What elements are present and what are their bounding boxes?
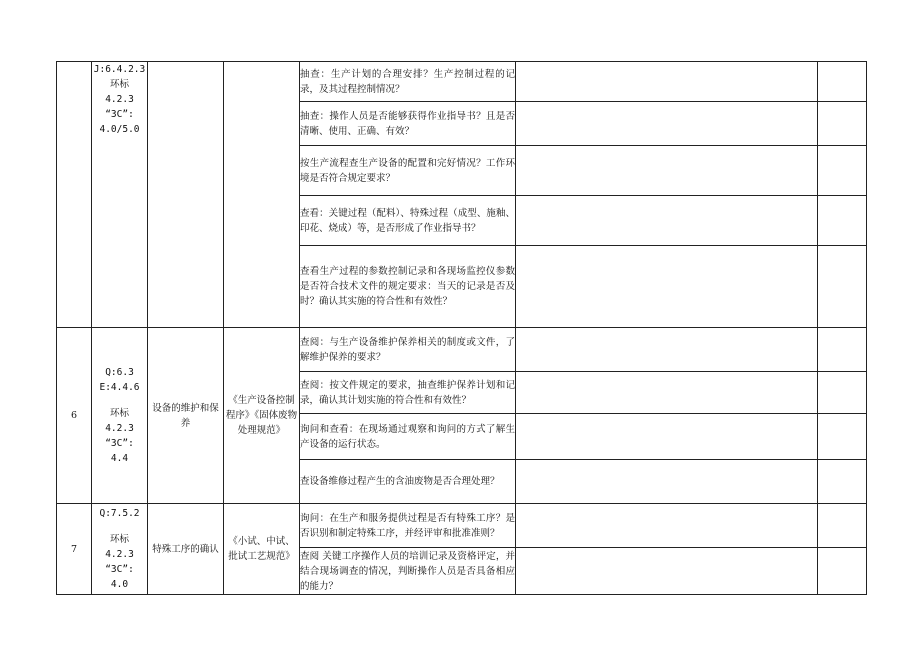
- record-cell: [516, 62, 818, 102]
- clause-references: Q:6.3 E:4.4.6 环标 4.2.3 “3C”: 4.4: [92, 328, 148, 504]
- record-cell: [516, 504, 818, 548]
- result-cell: [818, 62, 867, 102]
- process-name: 设备的维护和保养: [148, 328, 224, 504]
- check-item: 抽查：操作人员是否能够获得作业指导书？且是否清晰、使用、正确、有效？: [300, 102, 516, 146]
- result-cell: [818, 372, 867, 414]
- item-number: 7: [57, 504, 92, 595]
- result-cell: [818, 146, 867, 196]
- reference-documents: 《小试、中试、批试工艺规范》: [224, 504, 300, 595]
- check-item: 按生产流程查生产设备的配置和完好情况？工作环境是否符合规定要求？: [300, 146, 516, 196]
- audit-checklist-table: [56, 61, 867, 595]
- table-row: [57, 62, 867, 102]
- result-cell: [818, 246, 867, 328]
- check-item: 询问和查看：在现场通过观察和询问的方式了解生产设备的运行状态。: [300, 414, 516, 460]
- item-number: [57, 62, 92, 328]
- process-name: 特殊工序的确认: [148, 504, 224, 595]
- result-cell: [818, 548, 867, 595]
- result-cell: [818, 504, 867, 548]
- clause-references: J:6.4.2.3 环标 4.2.3 “3C”: 4.0/5.0: [92, 62, 148, 328]
- result-cell: [818, 328, 867, 372]
- reference-documents: [224, 62, 300, 328]
- check-item: 查阅：按文件规定的要求，抽查维护保养计划和记录，确认其计划实施的符合性和有效性？: [300, 372, 516, 414]
- record-cell: [516, 196, 818, 246]
- record-cell: [516, 328, 818, 372]
- check-item: 查看生产过程的参数控制记录和各现场监控仪参数是否符合技术文件的规定要求：当天的记录是否及时？确认其实施的符合性和有效性？: [300, 246, 516, 328]
- result-cell: [818, 196, 867, 246]
- record-cell: [516, 548, 818, 595]
- item-number: 6: [57, 328, 92, 504]
- record-cell: [516, 414, 818, 460]
- record-cell: [516, 102, 818, 146]
- check-item: 抽查：生产计划的合理安排？生产控制过程的记录，及其过程控制情况？: [300, 62, 516, 102]
- check-item: 查阅 关键工序操作人员的培训记录及资格评定，并结合现场调查的情况，判断操作人员是否具备相应的能力？: [300, 548, 516, 595]
- record-cell: [516, 146, 818, 196]
- reference-documents: 《生产设备控制程序》《固体废物处理规范》: [224, 328, 300, 504]
- result-cell: [818, 460, 867, 504]
- process-name: [148, 62, 224, 328]
- check-item: 查设备维修过程产生的含油废物是否合理处理？: [300, 460, 516, 504]
- record-cell: [516, 460, 818, 504]
- record-cell: [516, 372, 818, 414]
- check-item: 查阅：与生产设备维护保养相关的制度或文件，了解维护保养的要求？: [300, 328, 516, 372]
- record-cell: [516, 246, 818, 328]
- result-cell: [818, 102, 867, 146]
- check-item: 查看：关键过程（配料）、特殊过程（成型、施釉、印花、烧成）等，是否形成了作业指导书？: [300, 196, 516, 246]
- check-item: 询问：在生产和服务提供过程是否有特殊工序？是否识别和制定特殊工序，并经评审和批准准则？: [300, 504, 516, 548]
- table-row: [57, 328, 867, 372]
- result-cell: [818, 414, 867, 460]
- clause-references: Q:7.5.2 环标 4.2.3 “3C”: 4.0: [92, 504, 148, 595]
- table-row: [57, 504, 867, 548]
